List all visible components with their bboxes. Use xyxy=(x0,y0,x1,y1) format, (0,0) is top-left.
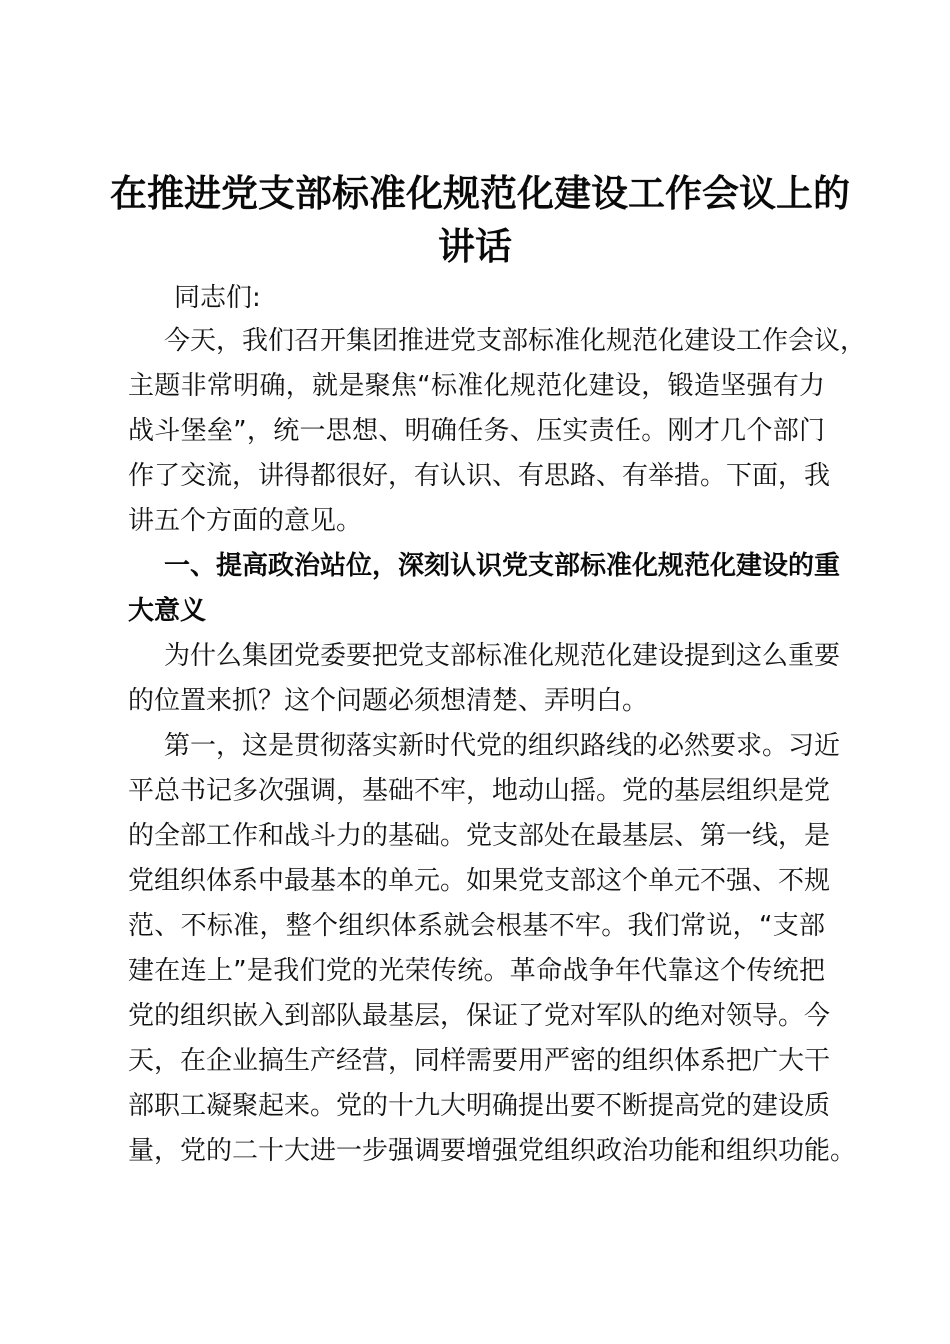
point-1-line-5: 范、不标准，整个组织体系就会根基不牢。我们常说，“支部 xyxy=(128,911,825,941)
point-1-line-10: 量，党的二十大进一步强调要增强党组织政治功能和组织功能。 xyxy=(128,1136,857,1166)
intro-line-2: 主题非常明确，就是聚焦“标准化规范化建设，锻造坚强有力 xyxy=(128,371,825,401)
intro-line-3: 战斗堡垒”，统一思想、明确任务、压实责任。刚才几个部门 xyxy=(128,416,825,446)
point-1-line-3: 的全部工作和战斗力的基础。党支部处在最基层、第一线，是 xyxy=(128,821,831,851)
document-title-line-1: 在推进党支部标准化规范化建设工作会议上的 xyxy=(110,171,850,215)
point-1-line-6: 建在连上”是我们党的光荣传统。革命战争年代靠这个传统把 xyxy=(128,956,825,986)
section-1-question-line-1: 为什么集团党委要把党支部标准化规范化建设提到这么重要 xyxy=(164,641,841,671)
point-1-line-8: 天，在企业搞生产经营，同样需要用严密的组织体系把广大干 xyxy=(128,1046,831,1076)
point-1-line-2: 平总书记多次强调，基础不牢，地动山摇。党的基层组织是党 xyxy=(128,776,831,806)
section-1-heading-line-1: 一、提高政治站位，深刻认识党支部标准化规范化建设的重 xyxy=(164,551,841,581)
salutation: 同志们: xyxy=(174,283,261,313)
point-1-line-1: 第一，这是贯彻落实新时代党的组织路线的必然要求。习近 xyxy=(164,731,841,761)
point-1-line-7: 党的组织嵌入到部队最基层，保证了党对军队的绝对领导。今 xyxy=(128,1001,831,1031)
section-1-heading-line-2: 大意义 xyxy=(128,596,207,626)
intro-line-5: 讲五个方面的意见。 xyxy=(128,506,363,536)
intro-line-4: 作了交流，讲得都很好，有认识、有思路、有举措。下面，我 xyxy=(128,461,831,491)
document-title-line-2: 讲话 xyxy=(438,224,512,268)
section-1-question-line-2: 的位置来抓？这个问题必须想清楚、弄明白。 xyxy=(128,686,649,716)
point-1-line-4: 党组织体系中最基本的单元。如果党支部这个单元不强、不规 xyxy=(128,866,831,896)
intro-line-1: 今天，我们召开集团推进党支部标准化规范化建设工作会议， xyxy=(164,326,867,356)
point-1-line-9: 部职工凝聚起来。党的十九大明确提出要不断提高党的建设质 xyxy=(128,1091,831,1121)
